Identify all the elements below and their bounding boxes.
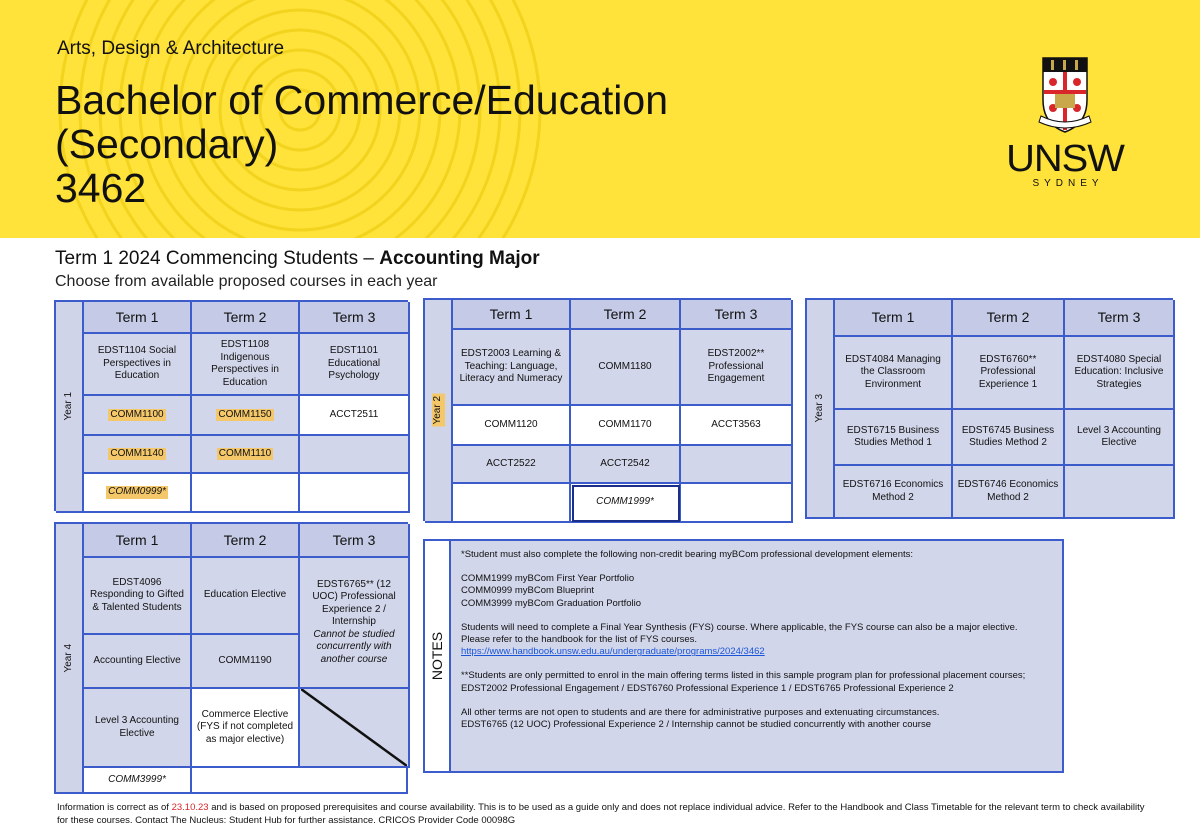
course-cell: Education Elective	[192, 558, 300, 635]
term-header: Term 3	[300, 302, 410, 334]
course-cell	[681, 484, 793, 523]
course-cell	[84, 474, 192, 513]
unsw-crest-icon	[1005, 54, 1125, 134]
title-line-2: (Secondary)	[55, 121, 279, 167]
year-2-table	[423, 298, 791, 521]
course-cell: EDST4080 Special Education: Inclusive Strategies	[1065, 337, 1175, 410]
note-item: COMM3999 myBCom Graduation Portfolio	[461, 597, 642, 609]
course-cell	[192, 396, 300, 436]
logo-subtext: SYDNEY	[1032, 178, 1104, 189]
highlighted-course: COMM1140	[110, 447, 164, 459]
year-label: Year 4	[56, 524, 84, 794]
note-item: COMM1999 myBCom First Year Portfolio	[461, 573, 635, 585]
course-cell: EDST6745 Business Studies Method 2	[953, 410, 1065, 466]
course-cell: Accounting Elective	[84, 635, 192, 689]
subtitle-prefix: Term 1 2024 Commencing Students –	[55, 248, 380, 269]
course-cell	[84, 396, 192, 436]
course-cell	[300, 558, 410, 689]
year-label: Year 2	[425, 300, 453, 523]
year-4-table	[54, 522, 408, 794]
term-header: Term 1	[835, 300, 953, 337]
course-cell: COMM3999*	[84, 768, 192, 794]
course-cell	[681, 446, 793, 484]
highlighted-course: COMM1150	[218, 408, 272, 420]
course-cell: COMM1170	[571, 406, 681, 446]
course-cell: EDST2003 Learning & Teaching: Language, Literacy and Numeracy	[453, 330, 571, 406]
footer-text: and is based on proposed prerequisites and course availability. This is to be used as a guide only and does not replace individual advice. Refer to the Handbook and Class Timetable for the relevant term to check availability for these courses. Contact The Nucleus: Student Hub for further assistance. CRICOS Provider Code 00098G	[57, 802, 1145, 826]
course-cell: ACCT3563	[681, 406, 793, 446]
footer-disclaimer	[57, 801, 1157, 827]
footer-text: Information is correct as of	[57, 802, 172, 813]
course-cell: COMM1999*	[571, 484, 681, 523]
term-header: Term 2	[192, 302, 300, 334]
course-cell	[300, 436, 410, 474]
term-header: Term 3	[1065, 300, 1175, 337]
note-paragraph: **Students are only permitted to enrol in the main offering terms listed in this sample program plan for professional placement courses; EDST2002 Professional Engagement / EDST6760 Professional Experience 1 / EDST6765 Professional Experience 2	[461, 670, 1026, 694]
term-header: Term 3	[300, 524, 410, 558]
course-cell: EDST1101 Educational Psychology	[300, 334, 410, 396]
term-header: Term 2	[192, 524, 300, 558]
course-cell: COMM1120	[453, 406, 571, 446]
footer-date: 23.10.23	[171, 802, 209, 813]
empty-slot-cell	[300, 689, 410, 768]
course-cell: ACCT2511	[300, 396, 410, 436]
header-banner	[0, 0, 1200, 238]
course-cell: EDST1108 Indigenous Perspectives in Education	[192, 334, 300, 396]
note-text: EDST6765 (12 UOC) Professional Experience 2 / Internship cannot be studied concurrently with another course	[461, 719, 931, 731]
course-cell: EDST4084 Managing the Classroom Environment	[835, 337, 953, 410]
course-cell: EDST2002** Professional Engagement	[681, 330, 793, 406]
course-cell: EDST1104 Social Perspectives in Education	[84, 334, 192, 396]
highlighted-course: COMM0999*	[108, 486, 166, 498]
page-title	[55, 78, 668, 210]
course-cell	[192, 474, 300, 513]
term-header: Term 1	[84, 302, 192, 334]
course-cell: ACCT2542	[571, 446, 681, 484]
year-label: Year 1	[56, 302, 84, 513]
notes-panel	[423, 539, 1064, 773]
course-cell: EDST6715 Business Studies Method 1	[835, 410, 953, 466]
title-line-1: Bachelor of Commerce/Education	[55, 77, 669, 123]
notes-label: NOTES	[425, 541, 451, 771]
term-header: Term 1	[453, 300, 571, 330]
handbook-link[interactable]: https://www.handbook.unsw.edu.au/undergraduate/programs/2024/3462	[461, 646, 765, 658]
course-cell: Commerce Elective (FYS if not completed as major elective)	[192, 689, 300, 768]
subtitle-major: Accounting Major	[379, 248, 540, 269]
note-paragraph: *Student must also complete the following non-credit bearing myBCom professional development elements:	[461, 549, 914, 560]
note-text: Students will need to complete a Final Year Synthesis (FYS) course. Where applicable, the FYS course can also be a major elective.	[461, 621, 1018, 633]
term-header: Term 2	[571, 300, 681, 330]
strikethrough-diagonal	[301, 689, 407, 766]
notes-body	[461, 549, 1061, 743]
plan-subtitle	[55, 248, 540, 270]
course-cell	[1065, 466, 1175, 519]
plan-instruction: Choose from available proposed courses in each year	[55, 273, 438, 290]
highlighted-course: COMM1100	[110, 408, 164, 420]
course-cell	[453, 484, 571, 523]
course-cell: EDST6746 Economics Method 2	[953, 466, 1065, 519]
highlighted-course: COMM1110	[218, 447, 272, 459]
course-cell: EDST4096 Responding to Gifted & Talented Students	[84, 558, 192, 635]
course-cell	[300, 474, 410, 513]
course-note: Cannot be studied concurrently with another course	[313, 628, 395, 665]
course-title: EDST6765** (12 UOC) Professional Experience 2 / Internship	[312, 578, 396, 628]
course-cell: COMM1180	[571, 330, 681, 406]
term-header: Term 2	[953, 300, 1065, 337]
note-text: Please refer to the handbook for the list of FYS courses.	[461, 634, 698, 646]
faculty-name: Arts, Design & Architecture	[57, 38, 285, 59]
note-paragraph	[461, 622, 1061, 659]
year-label: Year 3	[807, 300, 835, 519]
course-cell: COMM1190	[192, 635, 300, 689]
year-1-table	[54, 300, 408, 511]
program-code: 3462	[55, 165, 147, 211]
year-3-table	[805, 298, 1173, 519]
course-cell	[192, 436, 300, 474]
note-item: COMM0999 myBCom Blueprint	[461, 585, 595, 597]
term-header: Term 3	[681, 300, 793, 330]
logo-wordmark: UNSW	[1006, 138, 1124, 180]
note-paragraph	[461, 707, 1061, 731]
unsw-logo	[1005, 54, 1125, 189]
term-header: Term 1	[84, 524, 192, 558]
course-cell: EDST6716 Economics Method 2	[835, 466, 953, 519]
course-cell: Level 3 Accounting Elective	[84, 689, 192, 768]
course-cell: Level 3 Accounting Elective	[1065, 410, 1175, 466]
note-list	[461, 573, 1061, 610]
course-cell	[84, 436, 192, 474]
course-cell: EDST6760** Professional Experience 1	[953, 337, 1065, 410]
course-cell: ACCT2522	[453, 446, 571, 484]
note-text: All other terms are not open to students and are there for administrative purposes and extenuating circumstances.	[461, 706, 940, 718]
